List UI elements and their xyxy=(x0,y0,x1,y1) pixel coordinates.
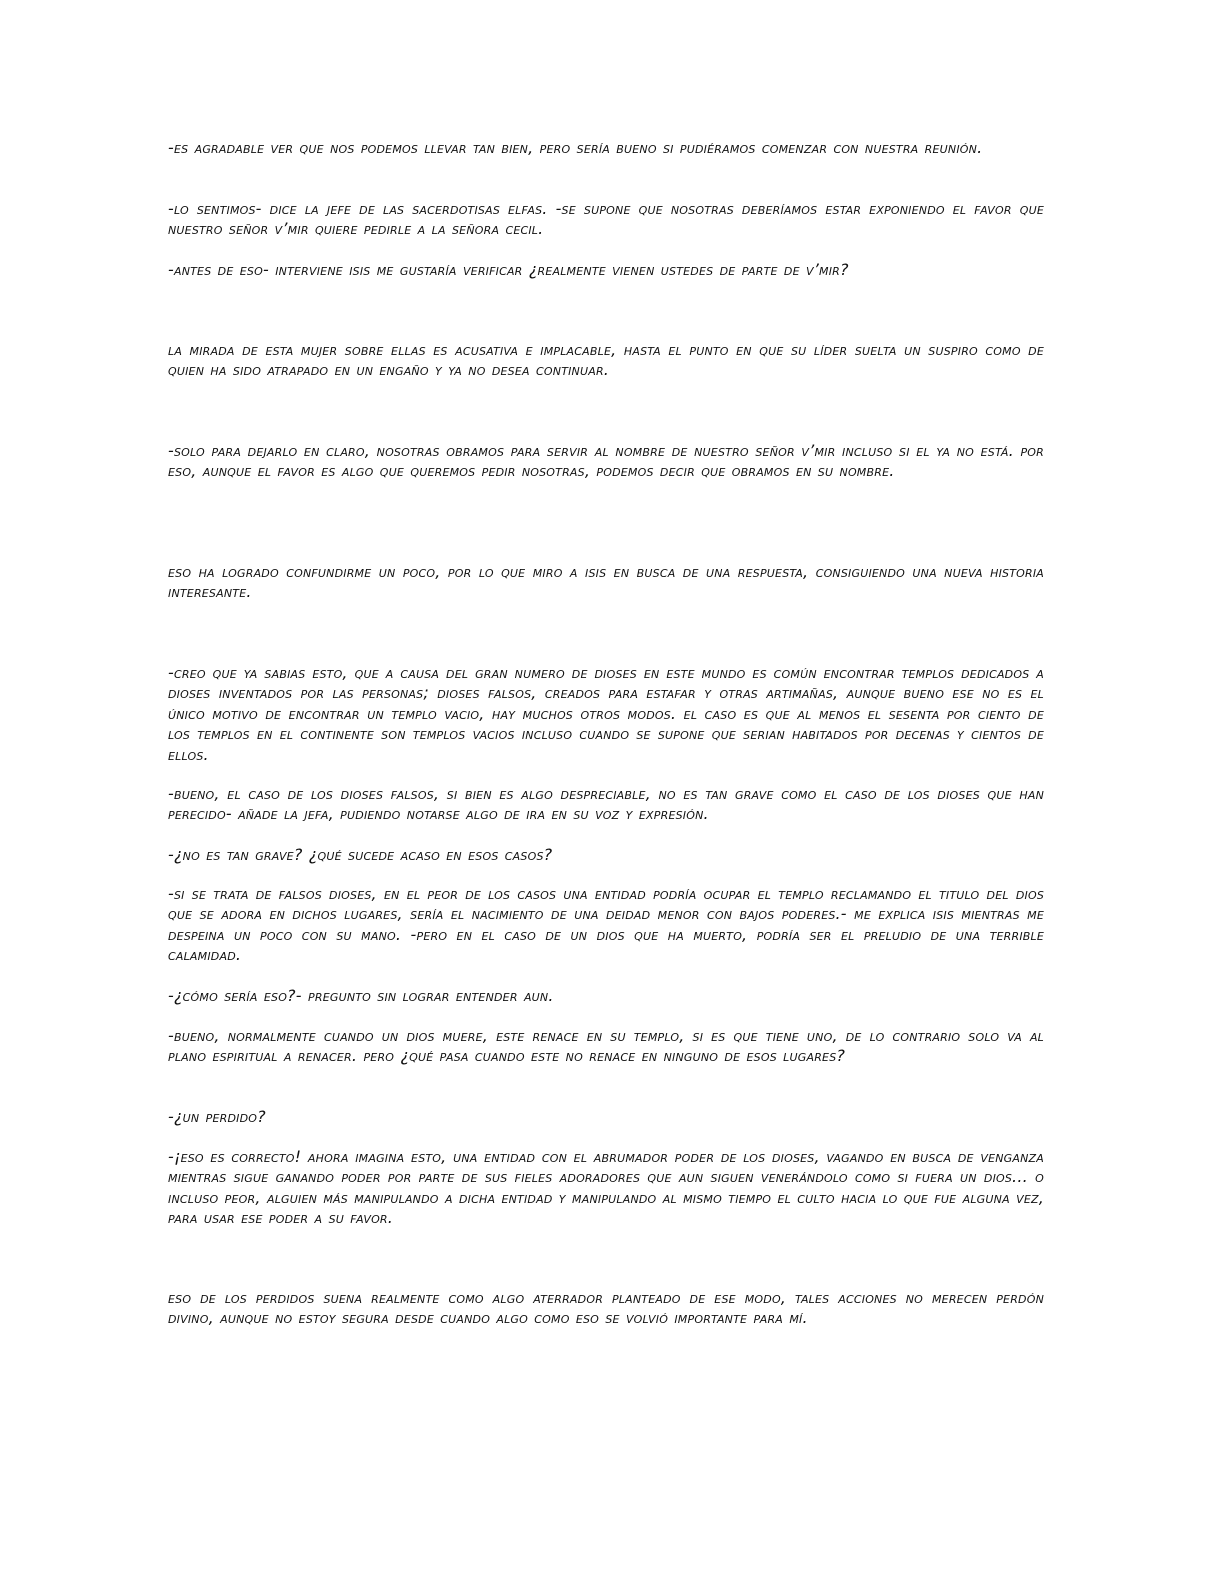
paragraph-12: -bueno, normalmente cuando un dios muere, este renace en su templo, si es que tiene uno, de lo contrario solo va al plano espiritual a renacer. pero ¿qué pasa cuando este no renace en ninguno de esos lugares? xyxy=(168,1026,1044,1066)
paragraph-6: eso ha logrado confundirme un poco, por lo que miro a isis en busca de una respuesta, consiguiendo una nueva historia interesante. xyxy=(168,562,1044,602)
paragraph-7: -creo que ya sabias esto, que a causa del gran numero de dioses en este mundo es común encontrar templos dedicados a dioses inventados por las personas; dioses falsos, creados para estafar y otras artimañas, aunque bueno ese no es el único motivo de encontrar un templo vacio, hay muchos otros modos. el caso es que al menos el sesenta por ciento de los templos en el continente son templos vacios incluso cuando se supone que serian habitados por decenas y cientos de ellos. xyxy=(168,663,1044,764)
paragraph-11: -¿cómo sería eso?- pregunto sin lograr entender aun. xyxy=(168,986,554,1005)
paragraph-2: -lo sentimos- dice la jefe de las sacerdotisas elfas. -se supone que nosotras deberíamos estar exponiendo el favor que nuestro señor v’mir quiere pedirle a la señora cecil. xyxy=(168,199,1044,239)
paragraph-14: -¡eso es correcto! ahora imagina esto, una entidad con el abrumador poder de los dioses, vagando en busca de venganza mientras sigue ganando poder por parte de sus fieles adoradores que aun siguen venerándolo como si fuera un dios... o incluso peor, alguien más manipulando a dicha entidad y manipulando al mismo tiempo el culto hacia lo que fue alguna vez, para usar ese poder a su favor. xyxy=(168,1147,1044,1228)
paragraph-15: eso de los perdidos suena realmente como algo aterrador planteado de ese modo, tales acciones no merecen perdón divino, aunque no estoy segura desde cuando algo como eso se volvió importante para mí. xyxy=(168,1288,1044,1328)
paragraph-13: -¿un perdido? xyxy=(168,1107,266,1126)
paragraph-10: -si se trata de falsos dioses, en el peor de los casos una entidad podría ocupar el templo reclamando el titulo del dios que se adora en dichos lugares, sería el nacimiento de una deidad menor con bajos poderes.- me explica isis mientras me despeina un poco con su mano. -pero en el caso de un dios que ha muerto, podría ser el preludio de una terrible calamidad. xyxy=(168,884,1044,965)
paragraph-1: -es agradable ver que nos podemos llevar tan bien, pero sería bueno si pudiéramos comenzar con nuestra reunión. xyxy=(168,138,983,157)
paragraph-4: la mirada de esta mujer sobre ellas es acusativa e implacable, hasta el punto en que su líder suelta un suspiro como de quien ha sido atrapado en un engaño y ya no desea continuar. xyxy=(168,340,1044,380)
paragraph-5: -solo para dejarlo en claro, nosotras obramos para servir al nombre de nuestro señor v’mir incluso si el ya no está. por eso, aunque el favor es algo que queremos pedir nosotras, podemos decir que obramos en su nombre. xyxy=(168,441,1044,481)
paragraph-8: -bueno, el caso de los dioses falsos, si bien es algo despreciable, no es tan grave como el caso de los dioses que han perecido- añade la jefa, pudiendo notarse algo de ira en su voz y expresión. xyxy=(168,784,1044,824)
paragraph-3: -antes de eso- interviene isis me gustaría verificar ¿realmente vienen ustedes de parte de v’mir? xyxy=(168,260,849,279)
paragraph-9: -¿no es tan grave? ¿qué sucede acaso en esos casos? xyxy=(168,845,553,864)
